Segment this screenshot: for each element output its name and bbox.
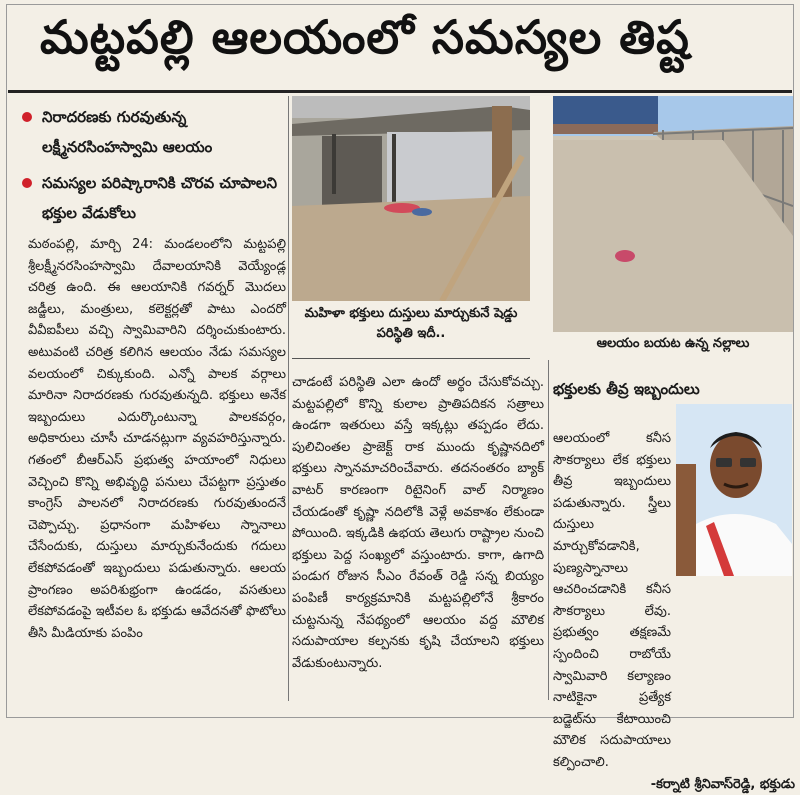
article-column-1 (28, 234, 286, 644)
photo-caption: మహిళా భక్తులు దుస్తులు మార్చుకునే షెడ్డు పరిస్థితి ఇదీ.. (292, 304, 530, 344)
highlights (22, 102, 282, 234)
terrace-illustration (553, 96, 793, 332)
column-divider (288, 96, 289, 701)
quote-text (553, 428, 795, 774)
headline-rule (8, 90, 792, 93)
body-text: చాడంటే పరిస్థితి ఎలా ఉందో అర్థం చేసుకోవచ్చు. మట్టపల్లిలో కొన్ని కులాల ప్రాతిపదికన సత్రాలు ఉండగా ఇతరులు వస్తే ఇక్కట్లు తప్పడం లేదు. పులిచింతల ప్రాజెక్ట్ రాక ముందు కృష్ణానదిలో భక్తులు స్నానమాచరించేవారు. తదనంతరం బ్యాక్ వాటర్ కారణంగా రిటైనింగ్ వాల్ నిర్మాణం చేయడంతో కృష్ణా నదిలోకి వెళ్లే అవకాశం లేకుండా పోయింది. ఇక్కడికి ఉభయ తెలుగు రాష్ట్రాల నుంచి భక్తులు పెద్ద సంఖ్యలో వస్తుంటారు. కాగా, ఉగాది పండుగ రోజున సీఎం రేవంత్ రెడ్డి సన్న బియ్యం పంపిణీ కార్యక్రమానికి మట్టపల్లిలోనే శ్రీకారం చుట్టనున్న నేపథ్యంలో ఆలయం వద్ద మౌలిక సదుపాయాల కల్పనకు కృషి చేయాలని భక్తులు వేడుకుంటున్నారు. (292, 372, 544, 674)
caption-rule (292, 358, 530, 359)
photo-caption: ఆలయం బయట ఉన్న నల్లాలు (553, 334, 793, 354)
article-column-2 (292, 372, 544, 674)
photo-changing-shed (292, 96, 530, 301)
highlight-text: నిరాదరణకు గురవుతున్న లక్ష్మీనరసింహస్వామి ఆలయం (42, 102, 282, 162)
article-column-3 (553, 428, 795, 795)
bullet-dot-icon (22, 178, 32, 188)
quote-body: ఆలయంలో కనీస సౌకర్యాలు లేక భక్తులు తీవ్ర ఇబ్బందులు పడుతున్నారు. స్త్రీలు దుస్తులు మార్చుకోవడానికి, పుణ్యస్నానాలు ఆచరించడానికి కనీస సౌకర్యాలు లేవు. ప్రభుత్వం తక్షణమే స్పందించి రాబోయే స్వామివారి కల్యాణం నాటికైనా ప్రత్యేక బడ్జెట్‌ను కేటాయించి మౌలిక సదుపాయాలు కల్పించాలి. (553, 431, 671, 770)
highlight-item (22, 168, 282, 228)
body-text: మఠంపల్లి, మార్చి 24: మండలంలోని మట్టపల్లి శ్రీలక్ష్మీనరసింహస్వామి దేవాలయానికి వెయ్యేండ్ల చరిత్ర ఉంది. ఈ ఆలయానికి గవర్నర్ మొదలు జడ్జీలు, మంత్రులు, కలెక్టర్లతో పాటు ఎందరో వీవీఐపీలు వచ్చి స్వామివారిని దర్శించుకుంటారు. అటువంటి చరిత్ర కలిగిన ఆలయం నేడు సమస్యల వలయంలో చిక్కుకుంది. ఎన్నో పాలక వర్గాలు మారినా నిరాదరణకు గురవుతున్నది. భక్తులు అనేక ఇబ్బందులు ఎదుర్కొంటున్నా పాలకవర్గం, అధికారులు చూసీ చూడనట్లుగా వ్యవహరిస్తున్నారు. గతంలో బీఆర్ఎస్ ప్రభుత్వ హయాంలో నిధులు వెచ్చించి కొన్ని అభివృద్ధి పనులు చేపట్టగా ప్రస్తుతం కాంగ్రెస్ పాలనలో నిరాదరణకు గురవుతుందనే చెప్పొచ్చు. ప్రధానంగా మహిళలు స్నానాలు చేసేందుకు, దుస్తులు మార్చుకునేందుకు గదులు లేకపోవడంతో ఇబ్బందులు పడుతున్నారు. ఆలయ ప్రాంగణం అపరిశుభ్రంగా ఉండడం, వసతులు లేకపోవడంపై ఇటీవల ఓ భక్తుడు ఆవేదనతో ఫొటోలు తీసి మీడియాకు పంపిం (28, 234, 286, 644)
attribution: -కర్నాటి శ్రీనివాస్‌రెడ్డి, భక్తుడు (651, 777, 795, 792)
subheading: భక్తులకు తీవ్ర ఇబ్బందులు (553, 380, 793, 402)
photo-temple-taps (553, 96, 793, 332)
attribution-row (553, 774, 795, 795)
bullet-dot-icon (22, 112, 32, 122)
highlight-text: సమస్యల పరిష్కారానికి చొరవ చూపాలని భక్తుల వేడుకోలు (42, 168, 282, 228)
headline: మట్టపల్లి ఆలయంలో సమస్యల తిష్ట (40, 10, 690, 76)
highlight-item (22, 102, 282, 162)
shed-illustration (292, 96, 530, 301)
column-divider (548, 360, 549, 700)
